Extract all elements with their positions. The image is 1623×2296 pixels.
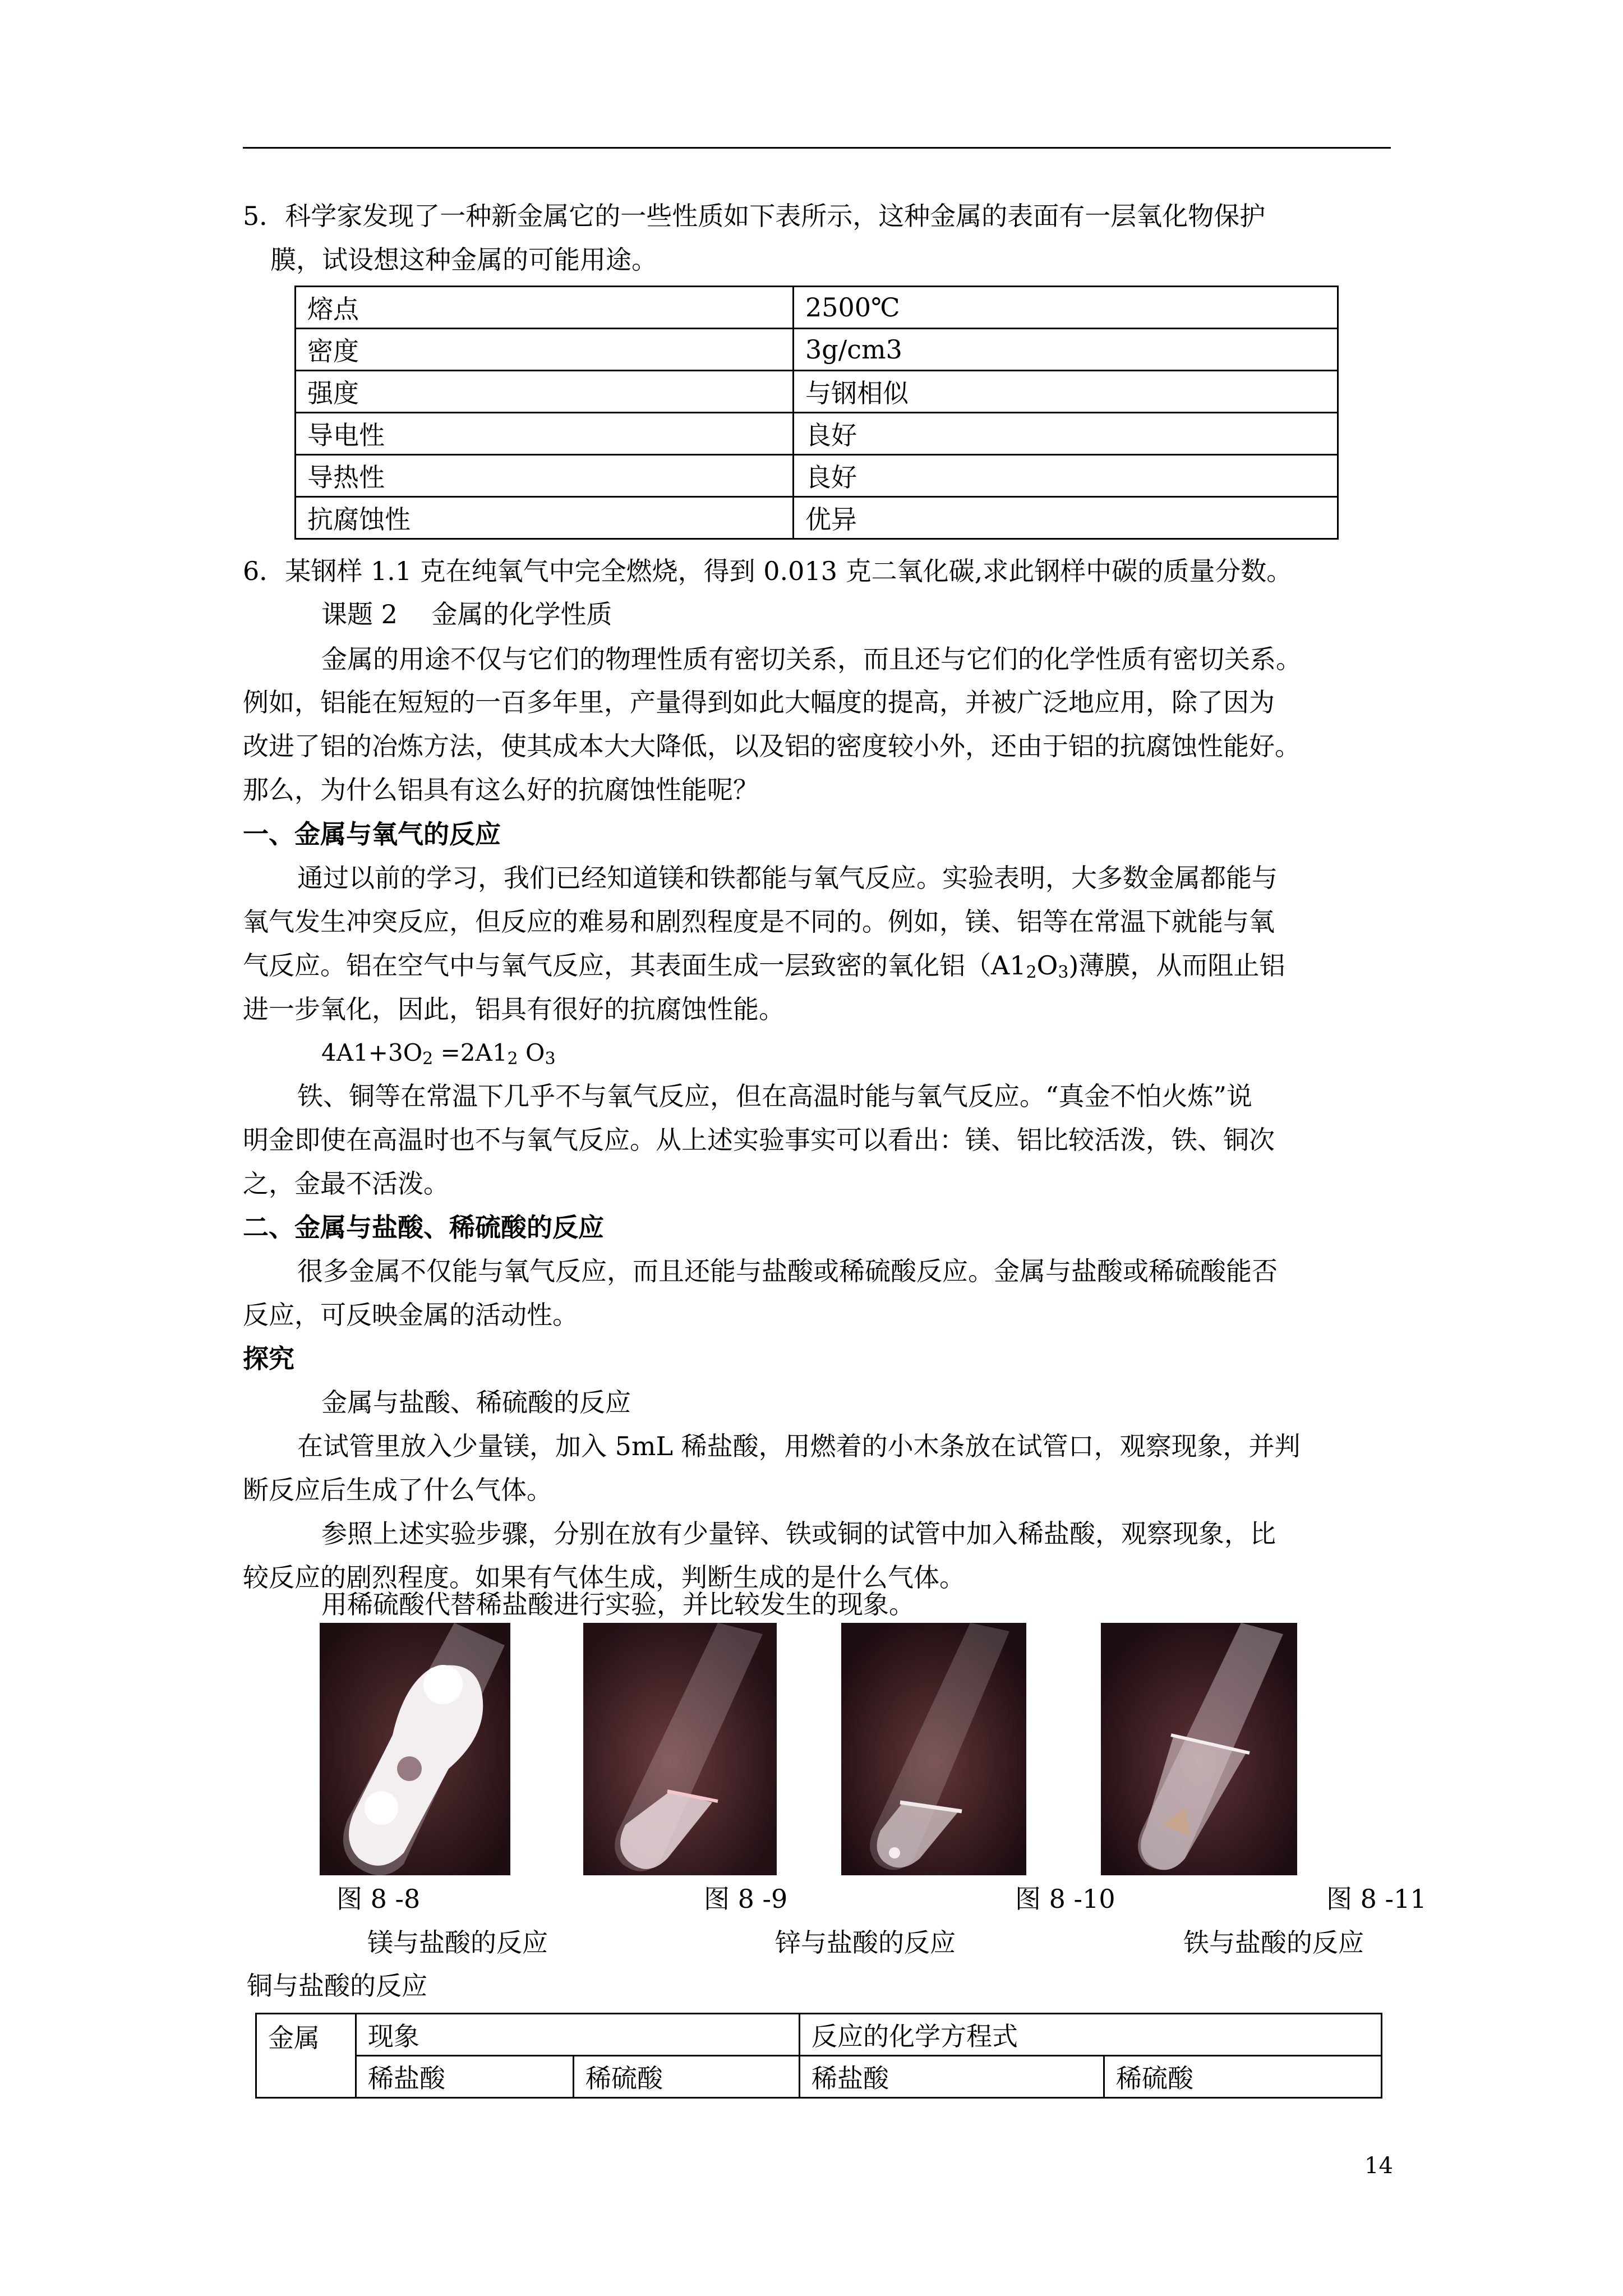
intro-line1: 金属的用途不仅与它们的物理性质有密切关系，而且还与它们的化学性质有密切关系。 — [321, 644, 1302, 674]
photo-cu-hcl — [1101, 1623, 1297, 1875]
subheader-hcl-eq: 稀盐酸 — [800, 2056, 1104, 2098]
page-number: 14 — [1364, 2153, 1393, 2179]
table-row — [296, 371, 1338, 413]
q5-line1: 5．科学家发现了一种新金属它的一些性质如下表所示，这种金属的表面有一层氧化物保护 — [243, 201, 1266, 231]
intro-line3: 改进了铝的冶炼方法，使其成本大大降低，以及铝的密度较小外，还由于铝的抗腐蚀性能好。 — [243, 731, 1301, 761]
section1-tail1: 铁、铜等在常温下几乎不与氧气反应，但在高温时能与氧气反应。“真金不怕火炼”说 — [297, 1081, 1253, 1111]
properties-table — [294, 286, 1339, 540]
header-phenomenon: 现象 — [356, 2014, 800, 2056]
subheader-h2so4-eq: 稀硫酸 — [1104, 2056, 1382, 2098]
prop-value: 良好 — [794, 413, 1338, 455]
intro-line4: 那么，为什么铝具有这么好的抗腐蚀性能呢？ — [243, 775, 759, 805]
figure-label-8-9: 图 8 -9 — [704, 1884, 788, 1914]
explore-line3: 参照上述实验步骤，分别在放有少量锌、铁或铜的试管中加入稀盐酸，观察现象，比 — [321, 1519, 1276, 1549]
prop-value: 2500℃ — [794, 287, 1338, 329]
table-row — [296, 497, 1338, 539]
prop-name: 抗腐蚀性 — [296, 497, 794, 539]
prop-name: 导热性 — [296, 455, 794, 497]
table-row — [296, 329, 1338, 371]
section1-tail3: 之，金最不活泼。 — [243, 1168, 449, 1199]
topic-title: 课题 2 金属的化学性质 — [321, 599, 612, 629]
section1-line2: 氧气发生冲突反应，但反应的难易和剧烈程度是不同的。例如，镁、铝等在常温下就能与氧 — [243, 907, 1275, 937]
figure-caption-zn: 锌与盐酸的反应 — [775, 1927, 956, 1958]
prop-name: 强度 — [296, 371, 794, 413]
table-row — [256, 2056, 1382, 2098]
explore-line4: 较反应的剧烈程度。如果有气体生成，判断生成的是什么气体。 — [243, 1562, 965, 1593]
explore-line2: 断反应后生成了什么气体。 — [243, 1475, 552, 1505]
table-row — [256, 2014, 1382, 2056]
photo-fe-hcl — [841, 1623, 1026, 1875]
table-row — [296, 287, 1338, 329]
photo-zn-hcl — [583, 1623, 777, 1875]
q6-text: 6．某钢样 1.1 克在纯氧气中完全燃烧，得到 0.013 克二氧化碳,求此钢样中碳的质量分数。 — [243, 556, 1293, 586]
table-row — [296, 413, 1338, 455]
explore-title: 金属与盐酸、稀硫酸的反应 — [321, 1387, 631, 1418]
prop-value: 3g/cm3 — [794, 329, 1338, 371]
subheader-hcl: 稀盐酸 — [356, 2056, 574, 2098]
section2-line2: 反应，可反映金属的活动性。 — [243, 1300, 578, 1330]
section2-line1: 很多金属不仅能与氧气反应，而且还能与盐酸或稀硫酸反应。金属与盐酸或稀硫酸能否 — [297, 1256, 1278, 1286]
figure-label-8-8: 图 8 -8 — [336, 1884, 421, 1914]
explore-line5: 用稀硫酸代替稀盐酸进行实验，并比较发生的现象。 — [321, 1589, 915, 1619]
section2-heading: 二、金属与盐酸、稀硫酸的反应 — [243, 1212, 604, 1243]
figure-caption-mg: 镁与盐酸的反应 — [367, 1927, 548, 1958]
section1-tail2: 明金即使在高温时也不与氧气反应。从上述实验事实可以看出：镁、铝比较活泼，铁、铜次 — [243, 1125, 1275, 1155]
figure-label-8-11: 图 8 -11 — [1326, 1884, 1427, 1914]
prop-value: 良好 — [794, 455, 1338, 497]
results-table — [255, 2013, 1382, 2099]
photo-mg-hcl — [320, 1623, 510, 1875]
section1-line1: 通过以前的学习，我们已经知道镁和铁都能与氧气反应。实验表明，大多数金属都能与 — [297, 863, 1278, 893]
explore-heading: 探究 — [243, 1343, 294, 1374]
header-metal: 金属 — [256, 2014, 356, 2098]
section1-heading: 一、金属与氧气的反应 — [243, 819, 501, 849]
header-rule — [243, 147, 1391, 149]
prop-value: 与钢相似 — [794, 371, 1338, 413]
section1-line4: 进一步氧化，因此，铝具有很好的抗腐蚀性能。 — [243, 994, 785, 1024]
figure-caption-cu: 铜与盐酸的反应 — [247, 1971, 427, 2001]
prop-name: 密度 — [296, 329, 794, 371]
prop-name: 熔点 — [296, 287, 794, 329]
figure-label-8-10: 图 8 -10 — [1015, 1884, 1115, 1914]
oxidation-equation: $4A1+3O_2 =2A1_2$ $O_3$ — [321, 1039, 556, 1069]
q5-line2: 膜，试设想这种金属的可能用途。 — [270, 245, 657, 275]
prop-name: 导电性 — [296, 413, 794, 455]
section1-line3: 气反应。铝在空气中与氧气反应，其表面生成一层致密的氧化铝$(A1_2O_3)$薄膜，从而阻止铝 — [243, 950, 1285, 982]
table-row — [296, 455, 1338, 497]
figure-caption-fe: 铁与盐酸的反应 — [1183, 1927, 1364, 1958]
explore-line1: 在试管里放入少量镁，加入 5mL 稀盐酸，用燃着的小木条放在试管口，观察现象，并判 — [297, 1431, 1301, 1461]
intro-line2: 例如，铝能在短短的一百多年里，产量得到如此大幅度的提高，并被广泛地应用，除了因为 — [243, 687, 1275, 717]
prop-value: 优异 — [794, 497, 1338, 539]
header-equation: 反应的化学方程式 — [800, 2014, 1382, 2056]
subheader-h2so4: 稀硫酸 — [574, 2056, 800, 2098]
